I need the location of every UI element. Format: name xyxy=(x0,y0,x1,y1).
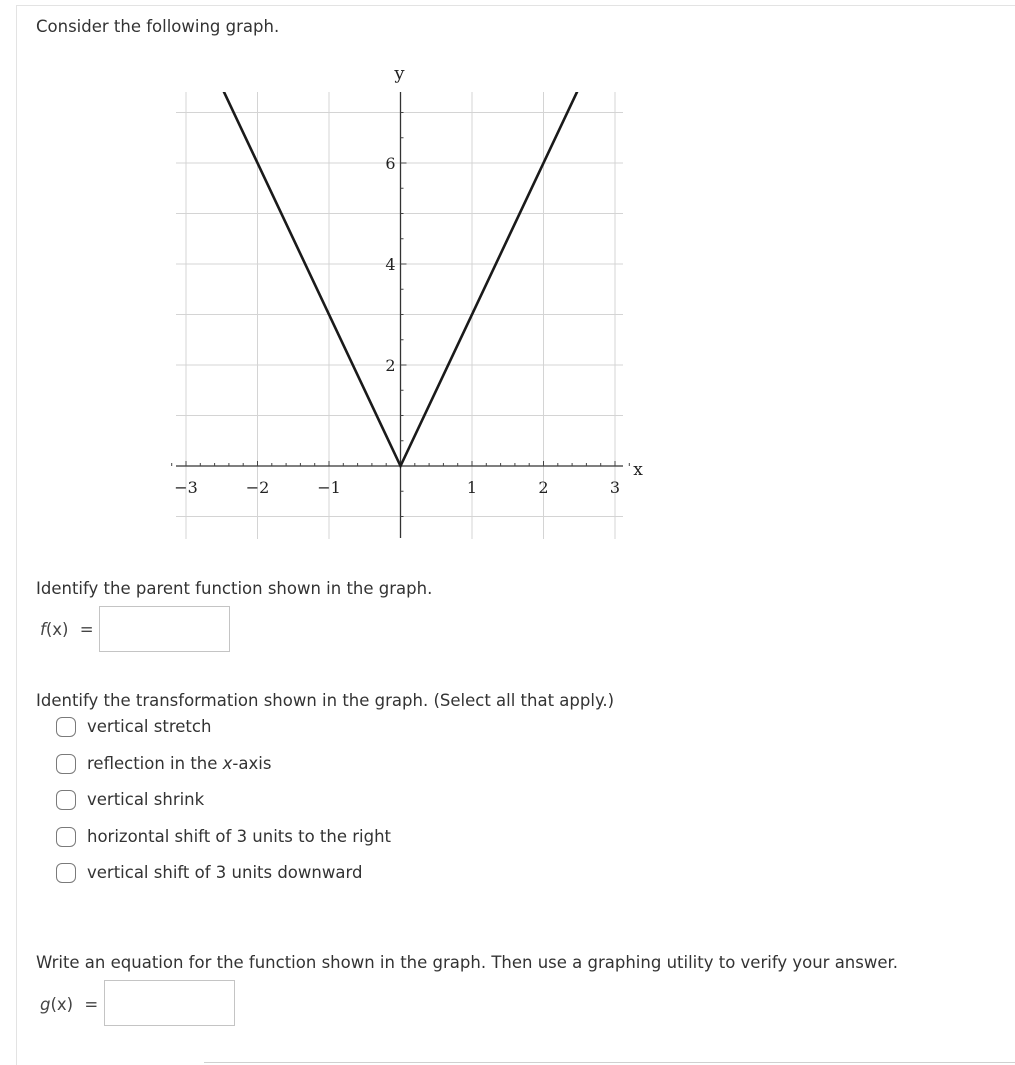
part2-prompt: Identify the transformation shown in the graph. (Select all that apply.) xyxy=(36,691,615,710)
option-vertical-shrink[interactable] xyxy=(56,787,204,813)
x-tick-label: −1 xyxy=(317,478,341,497)
horizontal-shift-checkbox[interactable] xyxy=(56,827,76,847)
y-tick-label: 6 xyxy=(385,154,396,173)
option-vertical-shift-down[interactable] xyxy=(56,860,362,886)
function-graph xyxy=(0,40,1015,600)
g-arg: (x) xyxy=(50,995,74,1014)
vertical-shrink-label: vertical shrink xyxy=(87,790,205,809)
reflection-label-pre: reflection in the xyxy=(87,754,223,773)
option-reflection-x-axis[interactable] xyxy=(56,751,271,777)
f-equals: = xyxy=(79,620,94,639)
graph-labels xyxy=(174,63,643,497)
g-name: g xyxy=(40,995,51,1014)
x-tick-label: 1 xyxy=(466,478,478,497)
reflection-label-var: x xyxy=(222,754,233,773)
vertical-stretch-label: vertical stretch xyxy=(87,717,212,736)
f-of-x-label xyxy=(40,620,94,640)
y-axis-label: y xyxy=(394,63,405,84)
part1-prompt: Identify the parent function shown in the graph. xyxy=(36,579,433,598)
g-of-x-label xyxy=(40,995,98,1015)
parent-function-input[interactable] xyxy=(99,606,230,652)
option-vertical-stretch[interactable] xyxy=(56,714,211,740)
vertical-shrink-checkbox[interactable] xyxy=(56,790,76,810)
vertical-stretch-checkbox[interactable] xyxy=(56,717,76,737)
x-tick-label: −2 xyxy=(245,478,270,497)
vertical-shift-label: vertical shift of 3 units downward xyxy=(87,863,363,882)
reflection-label-post: -axis xyxy=(232,754,272,773)
part3-prompt: Write an equation for the function shown in the graph. Then use a graphing utility to verify your answer. xyxy=(36,953,899,972)
f-arg: (x) xyxy=(45,620,69,639)
f-name: f xyxy=(40,620,46,639)
equation-input[interactable] xyxy=(104,980,235,1026)
intro-text: Consider the following graph. xyxy=(36,17,280,36)
reflection-x-axis-label xyxy=(87,754,271,774)
x-tick-label: −3 xyxy=(174,478,198,497)
top-divider xyxy=(16,5,1015,6)
y-tick-label: 2 xyxy=(385,356,396,375)
x-tick-label: 2 xyxy=(538,478,549,497)
graph-grid xyxy=(176,92,623,539)
y-tick-label: 4 xyxy=(385,255,396,274)
option-horizontal-shift-right[interactable] xyxy=(56,824,391,850)
g-equals: = xyxy=(84,995,99,1014)
vertical-shift-checkbox[interactable] xyxy=(56,863,76,883)
x-tick-label: 3 xyxy=(609,478,621,497)
x-axis-label: x xyxy=(633,460,643,480)
bottom-divider xyxy=(204,1062,1015,1063)
horizontal-shift-label: horizontal shift of 3 units to the right xyxy=(87,827,392,846)
reflection-x-axis-checkbox[interactable] xyxy=(56,754,76,774)
